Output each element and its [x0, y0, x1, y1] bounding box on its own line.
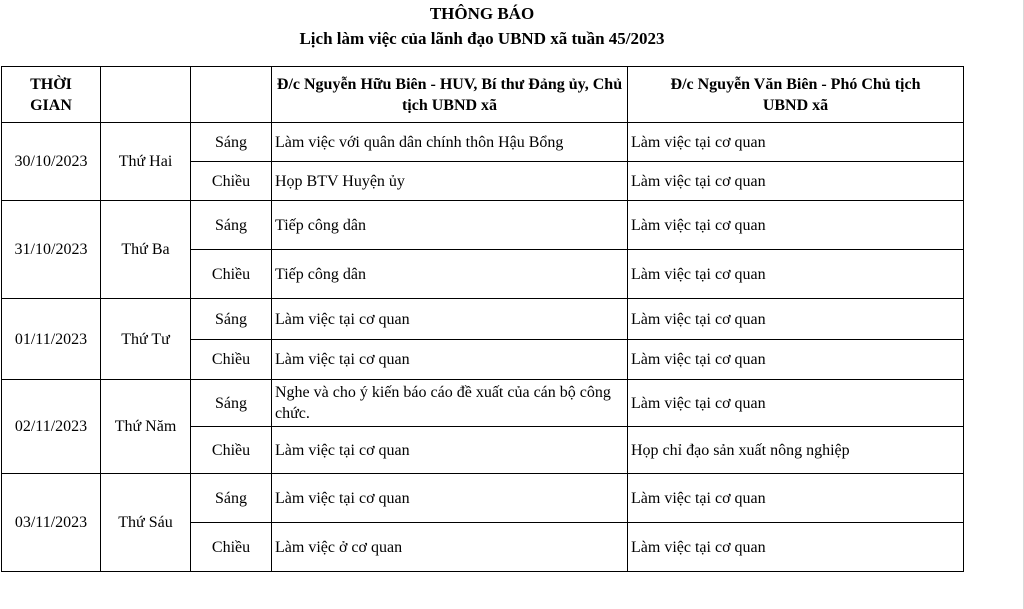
weekday-cell: Thứ Năm — [101, 380, 191, 474]
leader1-activity: Họp BTV Huyện ủy — [272, 162, 628, 201]
header-session — [191, 67, 272, 123]
leader2-activity: Làm việc tại cơ quan — [628, 123, 964, 162]
leader1-activity: Làm việc ở cơ quan — [272, 523, 628, 572]
leader2-activity: Làm việc tại cơ quan — [628, 523, 964, 572]
weekday-cell: Thứ Hai — [101, 123, 191, 201]
notice-title: THÔNG BÁO — [429, 4, 535, 23]
date-cell: 31/10/2023 — [2, 201, 101, 299]
table-row — [2, 201, 964, 250]
leader1-activity: Làm việc với quân dân chính thôn Hậu Bổng — [272, 123, 628, 162]
date-cell: 30/10/2023 — [2, 123, 101, 201]
date-cell: 03/11/2023 — [2, 474, 101, 572]
date-cell: 01/11/2023 — [2, 299, 101, 380]
notice-subtitle: Lịch làm việc của lãnh đạo UBND xã tuần 45/2023 — [299, 29, 665, 48]
header-time: THỜI GIAN — [2, 67, 101, 123]
session-cell: Chiều — [191, 250, 272, 299]
session-cell: Chiều — [191, 162, 272, 201]
leader1-activity: Làm việc tại cơ quan — [272, 474, 628, 523]
schedule-table — [1, 66, 964, 572]
session-cell: Sáng — [191, 123, 272, 162]
leader1-activity: Làm việc tại cơ quan — [272, 427, 628, 474]
session-cell: Sáng — [191, 380, 272, 427]
session-cell: Sáng — [191, 201, 272, 250]
leader2-activity: Làm việc tại cơ quan — [628, 380, 964, 427]
leader1-activity: Làm việc tại cơ quan — [272, 299, 628, 340]
session-cell: Sáng — [191, 299, 272, 340]
table-row — [2, 123, 964, 162]
leader1-activity: Làm việc tại cơ quan — [272, 340, 628, 380]
leader2-activity: Làm việc tại cơ quan — [628, 474, 964, 523]
leader2-activity: Làm việc tại cơ quan — [628, 162, 964, 201]
table-row — [2, 380, 964, 427]
leader2-activity: Làm việc tại cơ quan — [628, 201, 964, 250]
leader1-activity: Tiếp công dân — [272, 250, 628, 299]
header-leader1: Đ/c Nguyễn Hữu Biên - HUV, Bí thư Đảng ủy, Chủ tịch UBND xã — [272, 67, 628, 123]
session-cell: Sáng — [191, 474, 272, 523]
leader2-activity: Làm việc tại cơ quan — [628, 340, 964, 380]
leader1-activity: Nghe và cho ý kiến báo cáo đề xuất của cán bộ công chức. — [272, 380, 628, 427]
weekday-cell: Thứ Tư — [101, 299, 191, 380]
session-cell: Chiều — [191, 340, 272, 380]
weekday-cell: Thứ Sáu — [101, 474, 191, 572]
leader2-activity: Làm việc tại cơ quan — [628, 250, 964, 299]
leader2-activity: Làm việc tại cơ quan — [628, 299, 964, 340]
weekday-cell: Thứ Ba — [101, 201, 191, 299]
leader1-activity: Tiếp công dân — [272, 201, 628, 250]
date-cell: 02/11/2023 — [2, 380, 101, 474]
session-cell: Chiều — [191, 523, 272, 572]
leader2-activity: Họp chỉ đạo sản xuất nông nghiệp — [628, 427, 964, 474]
table-row — [2, 299, 964, 340]
session-cell: Chiều — [191, 427, 272, 474]
header-leader2: Đ/c Nguyễn Văn Biên - Phó Chủ tịch UBND xã — [628, 67, 964, 123]
table-row — [2, 474, 964, 523]
header-row — [2, 67, 964, 123]
header-weekday — [101, 67, 191, 123]
